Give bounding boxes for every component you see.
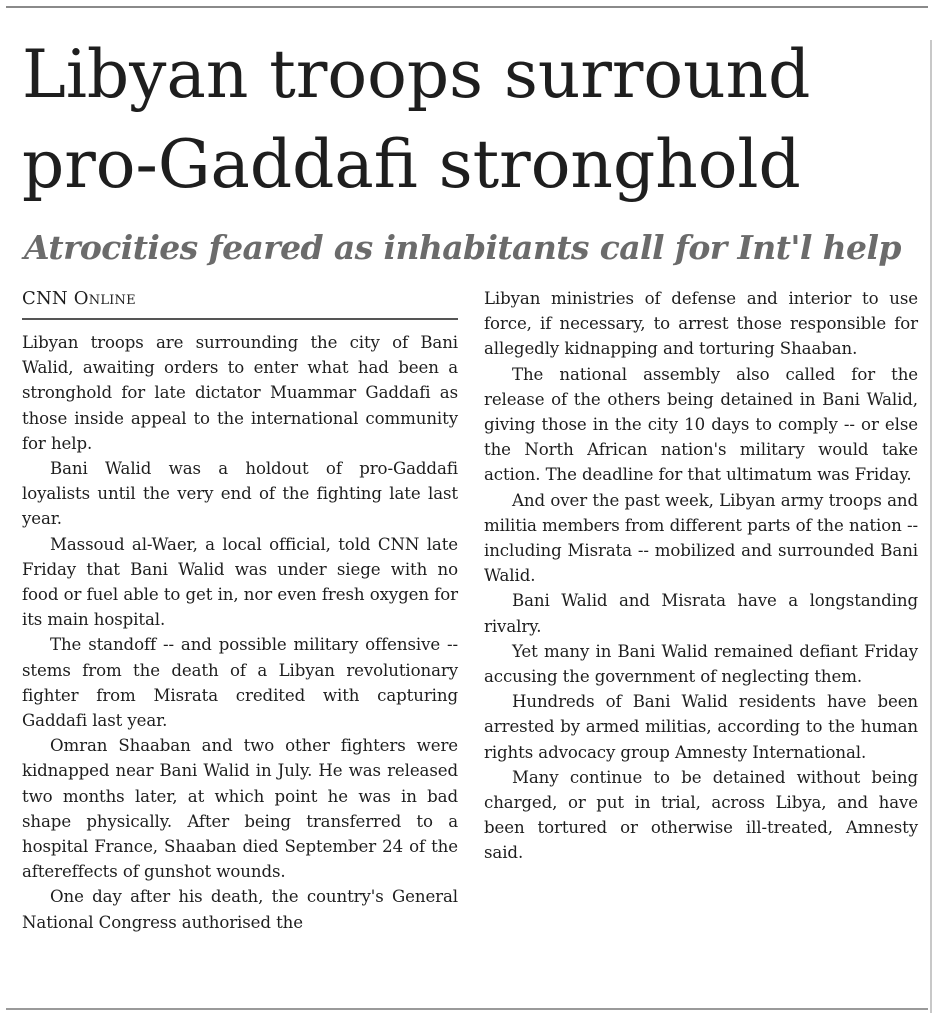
headline-line-1: Libyan troops surround	[22, 36, 811, 113]
right-column	[484, 286, 918, 866]
bottom-rule	[6, 1008, 928, 1010]
paragraph: Libyan troops are surrounding the city of Bani Walid, awaiting orders to enter what had been a stronghold for late dictator Muammar Gaddafi as those inside appeal to the international community for help.	[22, 333, 458, 453]
paragraph: The national assembly also called for the release of the others being detained in Bani Walid, giving those in the city 10 days to comply -- or else the North African nation's military would take action. The deadline for that ultimatum was Friday.	[484, 364, 918, 485]
right-edge-rule	[930, 40, 932, 1013]
paragraph: One day after his death, the country's General National Congress authorised the	[22, 887, 458, 932]
subheadline: Atrocities feared as inhabitants call for Int'l help	[24, 228, 901, 267]
paragraph: The standoff -- and possible military offensive -- stems from the death of a Libyan revolutionary fighter from Misrata credited with capturing Gaddafi last year.	[22, 635, 458, 731]
paragraph-continuation: Libyan ministries of defense and interior to use force, if necessary, to arrest those responsible for allegedly kidnapping and torturing Shaaban.	[484, 289, 918, 359]
byline-rule	[22, 318, 458, 320]
paragraph: Massoud al-Waer, a local official, told CNN late Friday that Bani Walid was under siege with no food or fuel able to get in, nor even fresh oxygen for its main hospital.	[22, 534, 458, 630]
paragraph: Bani Walid and Misrata have a longstanding rivalry.	[484, 591, 918, 636]
paragraph: Omran Shaaban and two other fighters were kidnapped near Bani Walid in July. He was released two months later, at which point he was in bad shape physically. After being transferred to a hospital France, Shaaban died September 24 of the aftereffects of gunshot wounds.	[22, 736, 458, 882]
paragraph: Yet many in Bani Walid remained defiant Friday accusing the government of neglecting them.	[484, 641, 918, 687]
headline	[22, 30, 922, 210]
paragraph: Hundreds of Bani Walid residents have been arrested by armed militias, according to the human rights advocacy group Amnesty International.	[484, 692, 918, 762]
paragraph: And over the past week, Libyan army troops and militia members from different parts of the nation -- including Misrata -- mobilized and surrounded Bani Walid.	[484, 490, 918, 586]
paragraph: Bani Walid was a holdout of pro-Gaddafi loyalists until the very end of the fighting late last year.	[22, 459, 458, 529]
paragraph: Many continue to be detained without being charged, or put in trial, across Libya, and have been tortured or otherwise ill-treated, Amnesty said.	[484, 767, 918, 863]
top-rule	[6, 6, 928, 8]
left-column	[22, 330, 458, 935]
headline-line-2: pro-Gaddafi stronghold	[22, 126, 801, 203]
byline: CNN Online	[22, 288, 136, 309]
